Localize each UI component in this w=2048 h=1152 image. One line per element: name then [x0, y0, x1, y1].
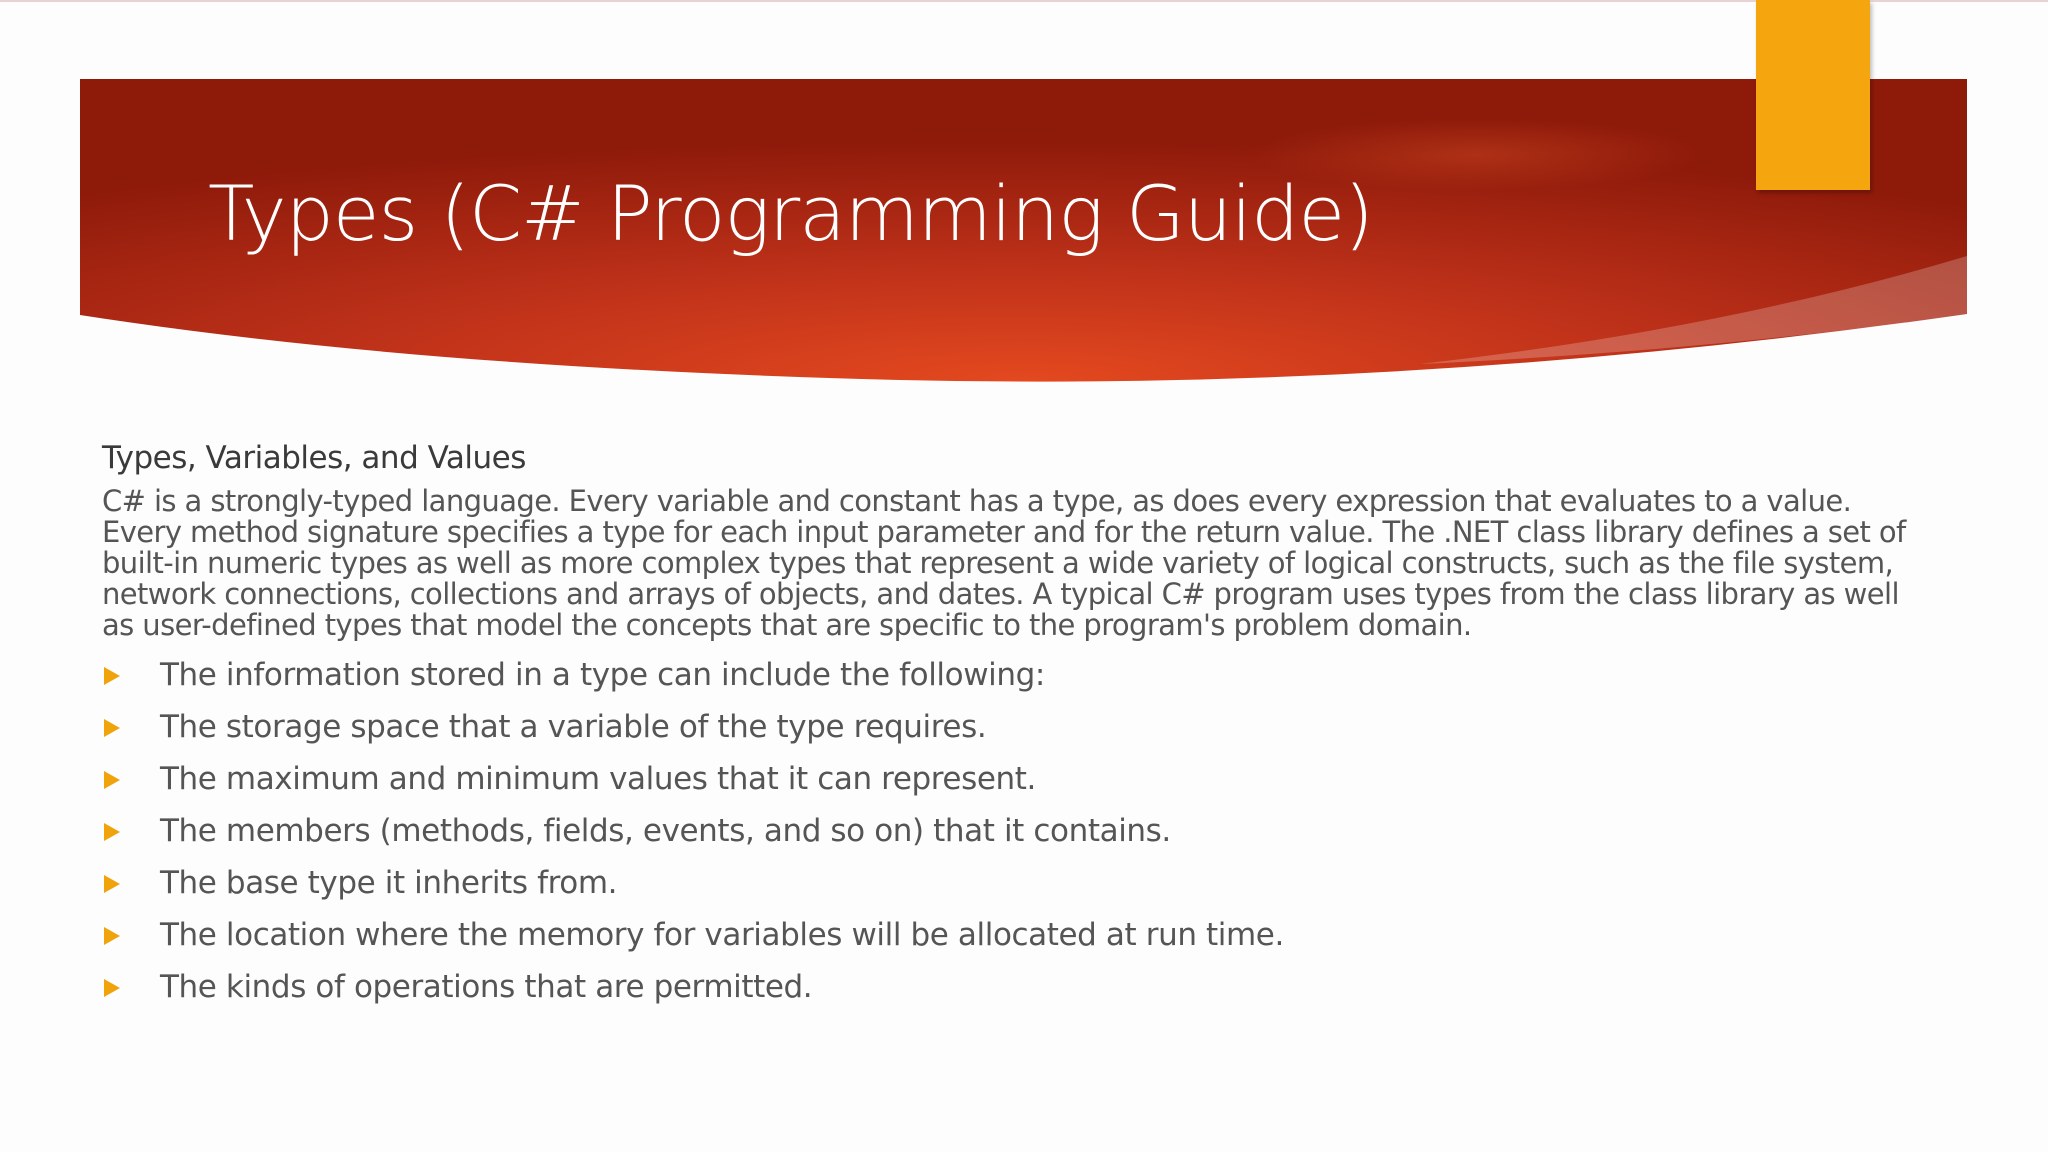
- bullet-text: The storage space that a variable of the type requires.: [160, 709, 987, 745]
- bullet-list: [102, 649, 1922, 1013]
- list-item: [102, 649, 1922, 701]
- section-subheading: Types, Variables, and Values: [102, 440, 526, 476]
- bullet-text: The information stored in a type can include the following:: [160, 657, 1045, 693]
- triangle-right-icon: [104, 927, 120, 945]
- list-item: [102, 961, 1922, 1013]
- bullet-text: The members (methods, fields, events, and so on) that it contains.: [160, 813, 1171, 849]
- triangle-right-icon: [104, 771, 120, 789]
- triangle-right-icon: [104, 719, 120, 737]
- list-item: [102, 857, 1922, 909]
- intro-paragraph: C# is a strongly-typed language. Every variable and constant has a type, as does every expression that evaluates to a value. Every method signature specifies a type for each input parameter and for the return value. The .NET class library defines a set of built-in numeric types as well as more complex types that represent a wide variety of logical constructs, such as the file system, network connections, collections and arrays of objects, and dates. A typical C# program uses types from the class library as well as user-defined types that model the concepts that are specific to the program's problem domain.: [102, 484, 1906, 642]
- bullet-text: The base type it inherits from.: [160, 865, 618, 901]
- bullet-text: The kinds of operations that are permitted.: [160, 969, 813, 1005]
- slide-content: [102, 434, 1922, 1013]
- triangle-right-icon: [104, 979, 120, 997]
- list-item: [102, 701, 1922, 753]
- bullet-text: The location where the memory for variables will be allocated at run time.: [160, 917, 1284, 953]
- list-item: [102, 805, 1922, 857]
- bullet-text: The maximum and minimum values that it can represent.: [160, 761, 1036, 797]
- triangle-right-icon: [104, 823, 120, 841]
- triangle-right-icon: [104, 667, 120, 685]
- slide-title: Types (C# Programming Guide): [208, 169, 1373, 258]
- list-item: [102, 909, 1922, 961]
- accent-tab: [1756, 0, 1870, 190]
- list-item: [102, 753, 1922, 805]
- triangle-right-icon: [104, 875, 120, 893]
